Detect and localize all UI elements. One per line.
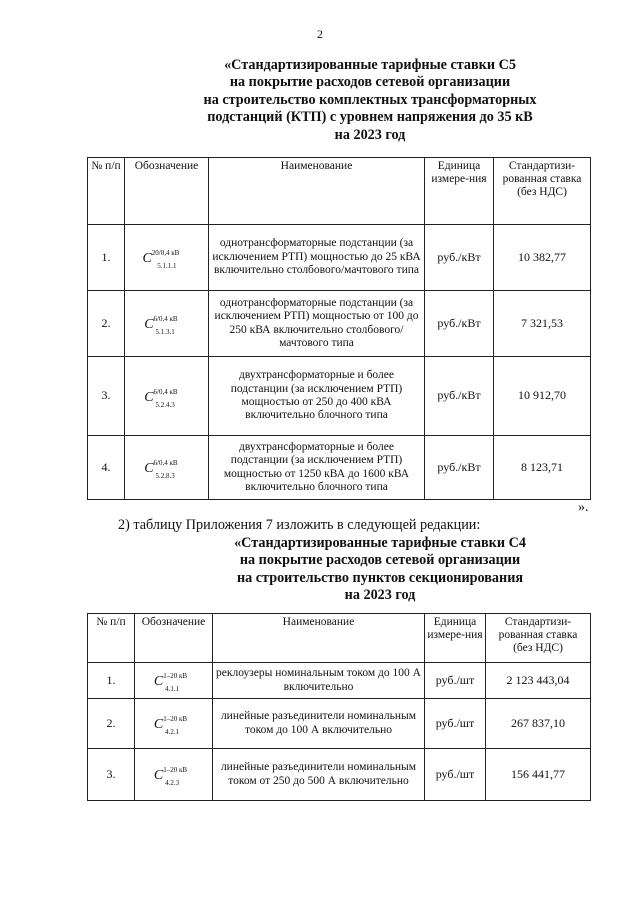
row-designation: $C^{1-20 кВ}_{4.2.3}$ [135,749,213,801]
row-name: реклоузеры номинальным током до 100 А включительно [213,663,425,699]
row-name: однотрансформаторные подстанции (за исключением РТП) мощностью от 100 до 250 кВА включительно столбового/мачтового типа [209,291,425,357]
row-rate: 267 837,10 [486,699,591,749]
header-unit: Единица измере-ния [425,614,486,663]
row-num: 2. [88,291,125,357]
table-row [88,699,591,749]
row-num: 4. [88,436,125,500]
heading-line: «Стандартизированные тарифные ставки С5 [224,57,516,73]
row-designation: $C^{1-20 кВ}_{4.1.1}$ [135,663,213,699]
table-row [88,436,591,500]
heading-line: на строительство комплектных трансформаторных [203,91,537,108]
row-name: двухтрансформаторные и более подстанции (за исключением РТП) мощностью от 1250 кВА до 1600 кВА включительно блочного типа [209,436,425,500]
row-designation: $C^{6/0,4 кВ}_{5.2.8.3}$ [125,436,209,500]
header-designation: Обозначение [125,158,209,225]
row-num: 3. [88,749,135,801]
table-header-row [88,158,591,225]
tariff-table-c5 [87,157,591,500]
row-rate: 8 123,71 [494,436,591,500]
row-num: 3. [88,357,125,436]
header-rate: Стандартизи-рованная ставка (без НДС) [494,158,591,225]
row-unit: руб./шт [425,663,486,699]
table-row [88,291,591,357]
table-row [88,357,591,436]
row-unit: руб./кВт [425,436,494,500]
heading-line: на 2023 год [334,126,406,143]
table-header-row [88,614,591,663]
heading-line: «Стандартизированные тарифные ставки С4 [234,535,526,551]
row-num: 1. [88,225,125,291]
heading-line: на покрытие расходов сетевой организации [239,552,521,569]
row-unit: руб./шт [425,749,486,801]
header-name: Наименование [213,614,425,663]
table1-heading [150,57,590,144]
table2-heading [170,535,590,605]
row-rate: 7 321,53 [494,291,591,357]
heading-line: на покрытие расходов сетевой организации [229,74,511,91]
row-rate: 156 441,77 [486,749,591,801]
closing-quote: ». [578,500,589,515]
header-designation: Обозначение [135,614,213,663]
row-designation: $C^{1-20 кВ}_{4.2.1}$ [135,699,213,749]
row-designation: $C^{6/0,4 кВ}_{5.1.3.1}$ [125,291,209,357]
row-unit: руб./кВт [425,225,494,291]
heading-line: подстанций (КТП) с уровнем напряжения до 35 кВ [207,109,533,126]
row-num: 1. [88,663,135,699]
header-num: № п/п [88,614,135,663]
heading-line: на строительство пунктов секционирования [236,569,524,586]
row-unit: руб./шт [425,699,486,749]
row-unit: руб./кВт [425,357,494,436]
row-rate: 2 123 443,04 [486,663,591,699]
header-rate: Стандартизи-рованная ставка (без НДС) [486,614,591,663]
row-name: линейные разъединители номинальным током до 100 А включительно [213,699,425,749]
row-name: двухтрансформаторные и более подстанции (за исключением РТП) мощностью от 250 до 400 кВА включительно блочного типа [209,357,425,436]
row-rate: 10 912,70 [494,357,591,436]
table-row [88,663,591,699]
row-unit: руб./кВт [425,291,494,357]
header-num: № п/п [88,158,125,225]
page-number: 2 [317,27,323,41]
row-name: линейные разъединители номинальным током от 250 до 500 А включительно [213,749,425,801]
heading-line: на 2023 год [344,587,416,604]
header-name: Наименование [209,158,425,225]
row-designation: $C^{20/0,4 кВ}_{5.1.1.1}$ [125,225,209,291]
row-name: однотрансформаторные подстанции (за исключением РТП) мощностью до 25 кВА включительно столбового/мачтового типа [209,225,425,291]
table-row [88,225,591,291]
row-rate: 10 382,77 [494,225,591,291]
table-row [88,749,591,801]
instruction-text: 2) таблицу Приложения 7 изложить в следующей редакции: [118,517,481,533]
row-num: 2. [88,699,135,749]
tariff-table-c4 [87,613,591,801]
header-unit: Единица измере-ния [425,158,494,225]
row-designation: $C^{6/0,4 кВ}_{5.2.4.3}$ [125,357,209,436]
